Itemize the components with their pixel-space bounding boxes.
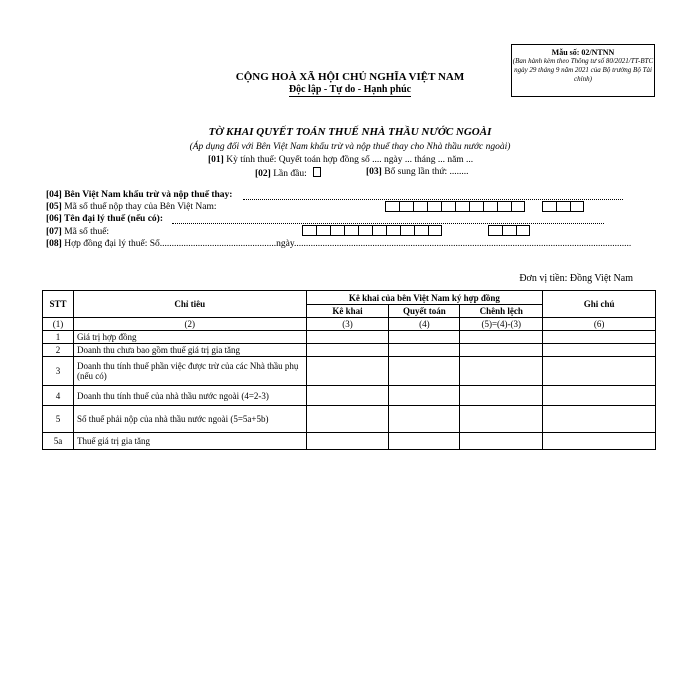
index-cell: (4) — [389, 318, 460, 331]
index-cell: (6) — [543, 318, 656, 331]
index-cell: (3) — [306, 318, 389, 331]
row-item: Thuế giá trị gia tăng — [73, 433, 306, 450]
header-settled: Quyết toán — [389, 305, 460, 318]
motto — [200, 84, 500, 95]
settlement-table — [42, 290, 656, 450]
field-08-label[interactable]: Hợp đồng đại lý thuế: Số.................................................ngày.............................................................................................................................................. — [64, 239, 632, 249]
first-time-checkbox[interactable] — [313, 167, 321, 177]
supplement-label: Bổ sung lần thứ: ........ — [384, 167, 469, 177]
page-title: TỜ KHAI QUYẾT TOÁN THUẾ NHÀ THẦU NƯỚC NGOÀI — [208, 126, 492, 138]
index-row — [43, 318, 656, 331]
field-07-branch-cells[interactable] — [488, 225, 530, 236]
cell-difference[interactable] — [460, 357, 543, 386]
field-07-code: [07] — [46, 227, 62, 237]
cell-declared[interactable] — [306, 357, 389, 386]
field-08 — [46, 239, 631, 249]
cell-declared[interactable] — [306, 433, 389, 450]
cell-difference[interactable] — [460, 433, 543, 450]
row-stt: 5 — [43, 406, 74, 433]
row-item: Doanh thu chưa bao gồm thuế giá trị gia tăng — [73, 344, 306, 357]
currency-unit: Đơn vị tiền: Đồng Việt Nam — [519, 273, 633, 284]
cell-note[interactable] — [543, 433, 656, 450]
tax-period-line — [208, 155, 473, 165]
table-row — [43, 357, 656, 386]
field-05-tax-code-cells[interactable] — [385, 201, 525, 212]
cell-note[interactable] — [543, 344, 656, 357]
row-stt: 5a — [43, 433, 74, 450]
form-code-note: (Ban hành kèm theo Thông tư số 80/2021/TT-BTC ngày 29 tháng 9 năm 2021 của Bộ trưởng Bộ Tài chính) — [512, 57, 654, 83]
header-group: Kê khai của bên Việt Nam ký hợp đồng — [306, 291, 543, 305]
nation-heading: CỘNG HOÀ XÃ HỘI CHỦ NGHĨA VIỆT NAM — [235, 71, 465, 83]
cell-settled[interactable] — [389, 344, 460, 357]
field-04-code: [04] — [46, 190, 62, 200]
cell-settled[interactable] — [389, 433, 460, 450]
table-row — [43, 386, 656, 406]
first-time-label: Lần đầu: — [273, 169, 307, 179]
motto-text: Độc lập - Tự do - Hạnh phúc — [288, 84, 412, 95]
cell-settled[interactable] — [389, 386, 460, 406]
supplement-line — [366, 167, 469, 177]
field-07-tax-code-cells[interactable] — [302, 225, 442, 236]
cell-note[interactable] — [543, 357, 656, 386]
field-04 — [46, 190, 232, 200]
tax-period-label: Kỳ tính thuế: Quyết toán hợp đồng số .... ngày ... tháng ... năm ... — [226, 155, 474, 165]
cell-difference[interactable] — [460, 344, 543, 357]
field-05-label: Mã số thuế nộp thay của Bên Việt Nam: — [64, 202, 217, 212]
cell-declared[interactable] — [306, 331, 389, 344]
header-declared: Kê khai — [306, 305, 389, 318]
table-row — [43, 331, 656, 344]
supplement-code: [03] — [366, 167, 382, 177]
row-item: Doanh thu tính thuế phần việc được trừ của các Nhà thầu phụ (nếu có) — [73, 357, 306, 386]
table-row — [43, 344, 656, 357]
header-stt: STT — [43, 291, 74, 318]
cell-note[interactable] — [543, 331, 656, 344]
row-stt: 3 — [43, 357, 74, 386]
row-stt: 4 — [43, 386, 74, 406]
field-06-code: [06] — [46, 214, 62, 224]
first-time-line — [255, 167, 321, 179]
row-item: Giá trị hợp đồng — [73, 331, 306, 344]
table-row — [43, 406, 656, 433]
field-08-code: [08] — [46, 239, 62, 249]
index-cell: (2) — [73, 318, 306, 331]
form-code: Mẫu số: 02/NTNN — [551, 48, 615, 57]
cell-difference[interactable] — [460, 331, 543, 344]
cell-declared[interactable] — [306, 344, 389, 357]
field-04-input[interactable] — [243, 199, 623, 200]
cell-settled[interactable] — [389, 406, 460, 433]
index-cell: (1) — [43, 318, 74, 331]
cell-settled[interactable] — [389, 357, 460, 386]
first-time-code: [02] — [255, 169, 271, 179]
field-04-label: Bên Việt Nam khấu trừ và nộp thuế thay: — [64, 190, 233, 200]
cell-declared[interactable] — [306, 386, 389, 406]
header-item: Chỉ tiêu — [73, 291, 306, 318]
cell-settled[interactable] — [389, 331, 460, 344]
field-06 — [46, 214, 163, 224]
page-subtitle: (Áp dụng đối với Bên Việt Nam khấu trừ và nộp thuế thay cho Nhà thầu nước ngoài) — [189, 142, 511, 152]
field-05-code: [05] — [46, 202, 62, 212]
table-row — [43, 433, 656, 450]
row-stt: 2 — [43, 344, 74, 357]
tax-period-code: [01] — [208, 155, 224, 165]
field-06-input[interactable] — [172, 223, 604, 224]
field-05 — [46, 202, 216, 212]
header-note: Ghi chú — [543, 291, 656, 318]
cell-note[interactable] — [543, 406, 656, 433]
field-07-label: Mã số thuế: — [64, 227, 110, 237]
cell-declared[interactable] — [306, 406, 389, 433]
field-06-label: Tên đại lý thuế (nếu có): — [64, 214, 164, 224]
row-item: Doanh thu tính thuế của nhà thầu nước ngoài (4=2-3) — [73, 386, 306, 406]
row-item: Số thuế phải nộp của nhà thầu nước ngoài (5=5a+5b) — [73, 406, 306, 433]
field-05-branch-cells[interactable] — [542, 201, 584, 212]
cell-difference[interactable] — [460, 406, 543, 433]
cell-note[interactable] — [543, 386, 656, 406]
field-07 — [46, 227, 109, 237]
cell-difference[interactable] — [460, 386, 543, 406]
form-code-box — [511, 44, 655, 97]
index-cell: (5)=(4)-(3) — [460, 318, 543, 331]
header-difference: Chênh lệch — [460, 305, 543, 318]
row-stt: 1 — [43, 331, 74, 344]
